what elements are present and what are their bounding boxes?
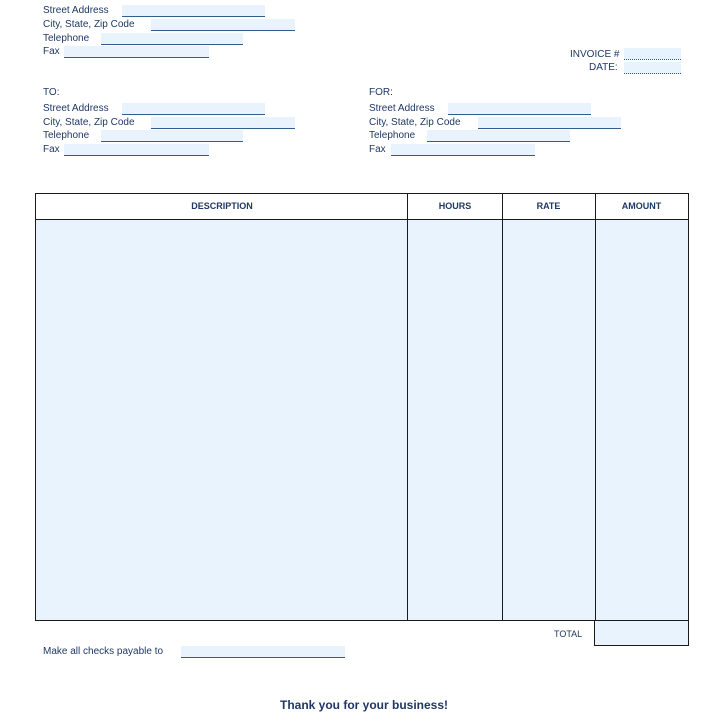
description-column-area[interactable] xyxy=(36,220,407,620)
sender-telephone-field[interactable] xyxy=(101,33,243,45)
for-fax-field[interactable] xyxy=(391,144,535,156)
sender-city-field[interactable] xyxy=(151,19,295,31)
to-street-field[interactable] xyxy=(122,103,265,115)
hours-column-area[interactable] xyxy=(408,220,502,620)
sender-telephone-label: Telephone xyxy=(43,33,90,44)
sender-city-label: City, State, Zip Code xyxy=(43,19,135,30)
column-divider xyxy=(407,194,408,620)
for-city-label: City, State, Zip Code xyxy=(369,117,461,128)
sender-street-label: Street Address xyxy=(43,5,109,16)
line-items-table xyxy=(35,193,689,621)
column-divider xyxy=(595,194,596,620)
for-street-label: Street Address xyxy=(369,103,435,114)
column-header-amount: AMOUNT xyxy=(595,194,688,220)
column-header-rate: RATE xyxy=(502,194,595,220)
to-fax-label: Fax xyxy=(43,144,60,155)
for-telephone-label: Telephone xyxy=(369,130,416,141)
invoice-date-label: DATE: xyxy=(589,62,618,73)
sender-street-field[interactable] xyxy=(122,5,265,17)
invoice-number-label: INVOICE # xyxy=(570,49,620,60)
sender-fax-label: Fax xyxy=(43,46,60,57)
to-telephone-label: Telephone xyxy=(43,130,90,141)
to-heading: TO: xyxy=(43,87,60,98)
checks-payable-field[interactable] xyxy=(181,646,345,658)
for-street-field[interactable] xyxy=(448,103,591,115)
for-heading: FOR: xyxy=(369,87,393,98)
for-city-field[interactable] xyxy=(478,117,621,129)
invoice-date-field[interactable] xyxy=(624,62,681,74)
rate-column-area[interactable] xyxy=(503,220,595,620)
amount-column-area[interactable] xyxy=(596,220,688,620)
for-fax-label: Fax xyxy=(369,144,386,155)
checks-payable-label: Make all checks payable to xyxy=(43,646,164,657)
column-divider xyxy=(502,194,503,620)
for-telephone-field[interactable] xyxy=(427,130,570,142)
total-label: TOTAL xyxy=(554,629,583,639)
to-street-label: Street Address xyxy=(43,103,109,114)
to-city-field[interactable] xyxy=(151,117,295,129)
to-city-label: City, State, Zip Code xyxy=(43,117,135,128)
total-field[interactable] xyxy=(594,621,689,646)
column-header-description: DESCRIPTION xyxy=(36,194,408,220)
sender-fax-field[interactable] xyxy=(64,46,209,58)
column-header-hours: HOURS xyxy=(408,194,502,220)
invoice-number-field[interactable] xyxy=(624,48,681,60)
thank-you-message: Thank you for your business! xyxy=(279,698,449,712)
to-fax-field[interactable] xyxy=(64,144,209,156)
to-telephone-field[interactable] xyxy=(101,130,243,142)
